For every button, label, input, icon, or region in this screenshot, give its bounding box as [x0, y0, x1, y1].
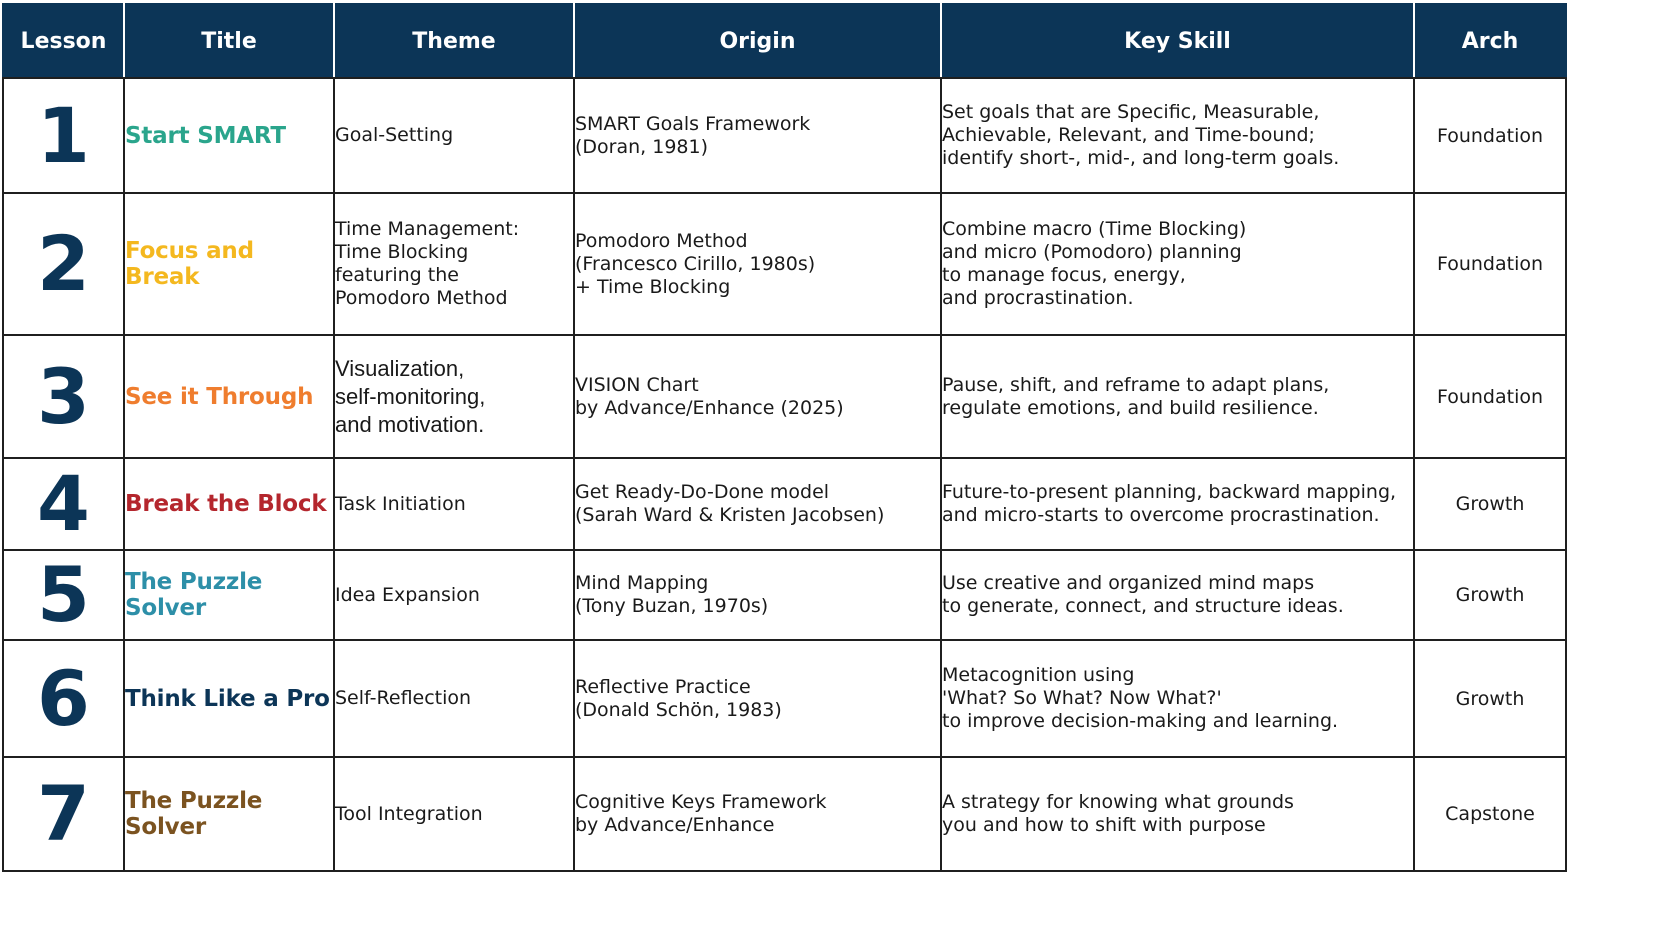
lesson-table [2, 3, 1567, 872]
lesson-key-skill [941, 335, 1414, 458]
lesson-title: See it Through [124, 335, 334, 458]
lesson-key-skill [941, 458, 1414, 550]
skill-text: Use creative and organized mind maps to generate, connect, and structure ideas. [942, 572, 1344, 617]
origin-text: VISION Chart by Advance/Enhance (2025) [575, 373, 844, 419]
lesson-key-skill [941, 757, 1414, 871]
origin-text: SMART Goals Framework (Doran, 1981) [575, 112, 811, 158]
lesson-arch: Growth [1414, 640, 1566, 757]
lesson-title: Break the Block [124, 458, 334, 550]
skill-text: Combine macro (Time Blocking) and micro (Pomodoro) planning to manage focus, energy, and procrastination. [942, 218, 1247, 309]
skill-text: Future-to-present planning, backward mapping, and micro-starts to overcome procrastination. [942, 481, 1397, 526]
lesson-key-skill [941, 78, 1414, 193]
header-row [3, 4, 1566, 78]
lesson-title: Think Like a Pro [124, 640, 334, 757]
lesson-origin [574, 550, 941, 640]
theme-text: Visualization, self-monitoring, and motivation. [335, 355, 486, 437]
lesson-key-skill [941, 193, 1414, 335]
lesson-theme [334, 757, 574, 871]
lesson-theme [334, 458, 574, 550]
lesson-theme [334, 640, 574, 757]
theme-text: Goal-Setting [335, 124, 454, 146]
theme-text: Self-Reflection [335, 687, 472, 709]
theme-text: Task Initiation [335, 492, 466, 515]
lesson-title: The Puzzle Solver [124, 757, 334, 871]
table-row [3, 458, 1566, 550]
header-theme: Theme [334, 4, 574, 78]
lesson-arch: Foundation [1414, 78, 1566, 193]
theme-text: Idea Expansion [335, 583, 480, 606]
lesson-theme [334, 335, 574, 458]
origin-text: Pomodoro Method (Francesco Cirillo, 1980s) + Time Blocking [575, 229, 816, 298]
header-lesson: Lesson [3, 4, 124, 78]
theme-text: Time Management: Time Blocking featuring the Pomodoro Method [335, 218, 520, 309]
origin-text: Reflective Practice (Donald Schön, 1983) [575, 675, 782, 721]
theme-text: Tool Integration [335, 802, 483, 825]
lesson-theme [334, 193, 574, 335]
lesson-number: 6 [3, 640, 124, 757]
lesson-key-skill [941, 640, 1414, 757]
lesson-arch: Growth [1414, 550, 1566, 640]
lesson-theme [334, 78, 574, 193]
lesson-origin [574, 193, 941, 335]
header-arch: Arch [1414, 4, 1566, 78]
lesson-origin [574, 78, 941, 193]
skill-text: Metacognition using 'What? So What? Now What?' to improve decision-making and learning. [942, 664, 1339, 732]
lesson-number: 2 [3, 193, 124, 335]
lesson-arch: Growth [1414, 458, 1566, 550]
table-row [3, 640, 1566, 757]
header-key-skill: Key Skill [941, 4, 1414, 78]
table-row [3, 78, 1566, 193]
lesson-number: 5 [3, 550, 124, 640]
lesson-number: 3 [3, 335, 124, 458]
header-origin: Origin [574, 4, 941, 78]
table-row [3, 757, 1566, 871]
lesson-number: 7 [3, 757, 124, 871]
lesson-origin [574, 335, 941, 458]
lesson-title: Start SMART [124, 78, 334, 193]
lesson-number: 1 [3, 78, 124, 193]
lesson-title: The Puzzle Solver [124, 550, 334, 640]
lesson-number: 4 [3, 458, 124, 550]
lesson-arch: Foundation [1414, 193, 1566, 335]
lesson-theme [334, 550, 574, 640]
lesson-origin [574, 757, 941, 871]
origin-text: Cognitive Keys Framework by Advance/Enhance [575, 791, 827, 836]
lesson-arch: Foundation [1414, 335, 1566, 458]
lesson-key-skill [941, 550, 1414, 640]
header-title: Title [124, 4, 334, 78]
lesson-title: Focus and Break [124, 193, 334, 335]
table-row [3, 193, 1566, 335]
skill-text: Set goals that are Specific, Measurable, Achievable, Relevant, and Time-bound; identify short-, mid-, and long-term goals. [942, 101, 1340, 169]
origin-text: Get Ready-Do-Done model (Sarah Ward & Kristen Jacobsen) [575, 481, 885, 526]
skill-text: Pause, shift, and reframe to adapt plans, regulate emotions, and build resilience. [942, 373, 1330, 419]
table-row [3, 335, 1566, 458]
lesson-origin [574, 640, 941, 757]
table-row [3, 550, 1566, 640]
origin-text: Mind Mapping (Tony Buzan, 1970s) [575, 572, 769, 617]
skill-text: A strategy for knowing what grounds you and how to shift with purpose [942, 791, 1294, 836]
lesson-origin [574, 458, 941, 550]
lesson-arch: Capstone [1414, 757, 1566, 871]
